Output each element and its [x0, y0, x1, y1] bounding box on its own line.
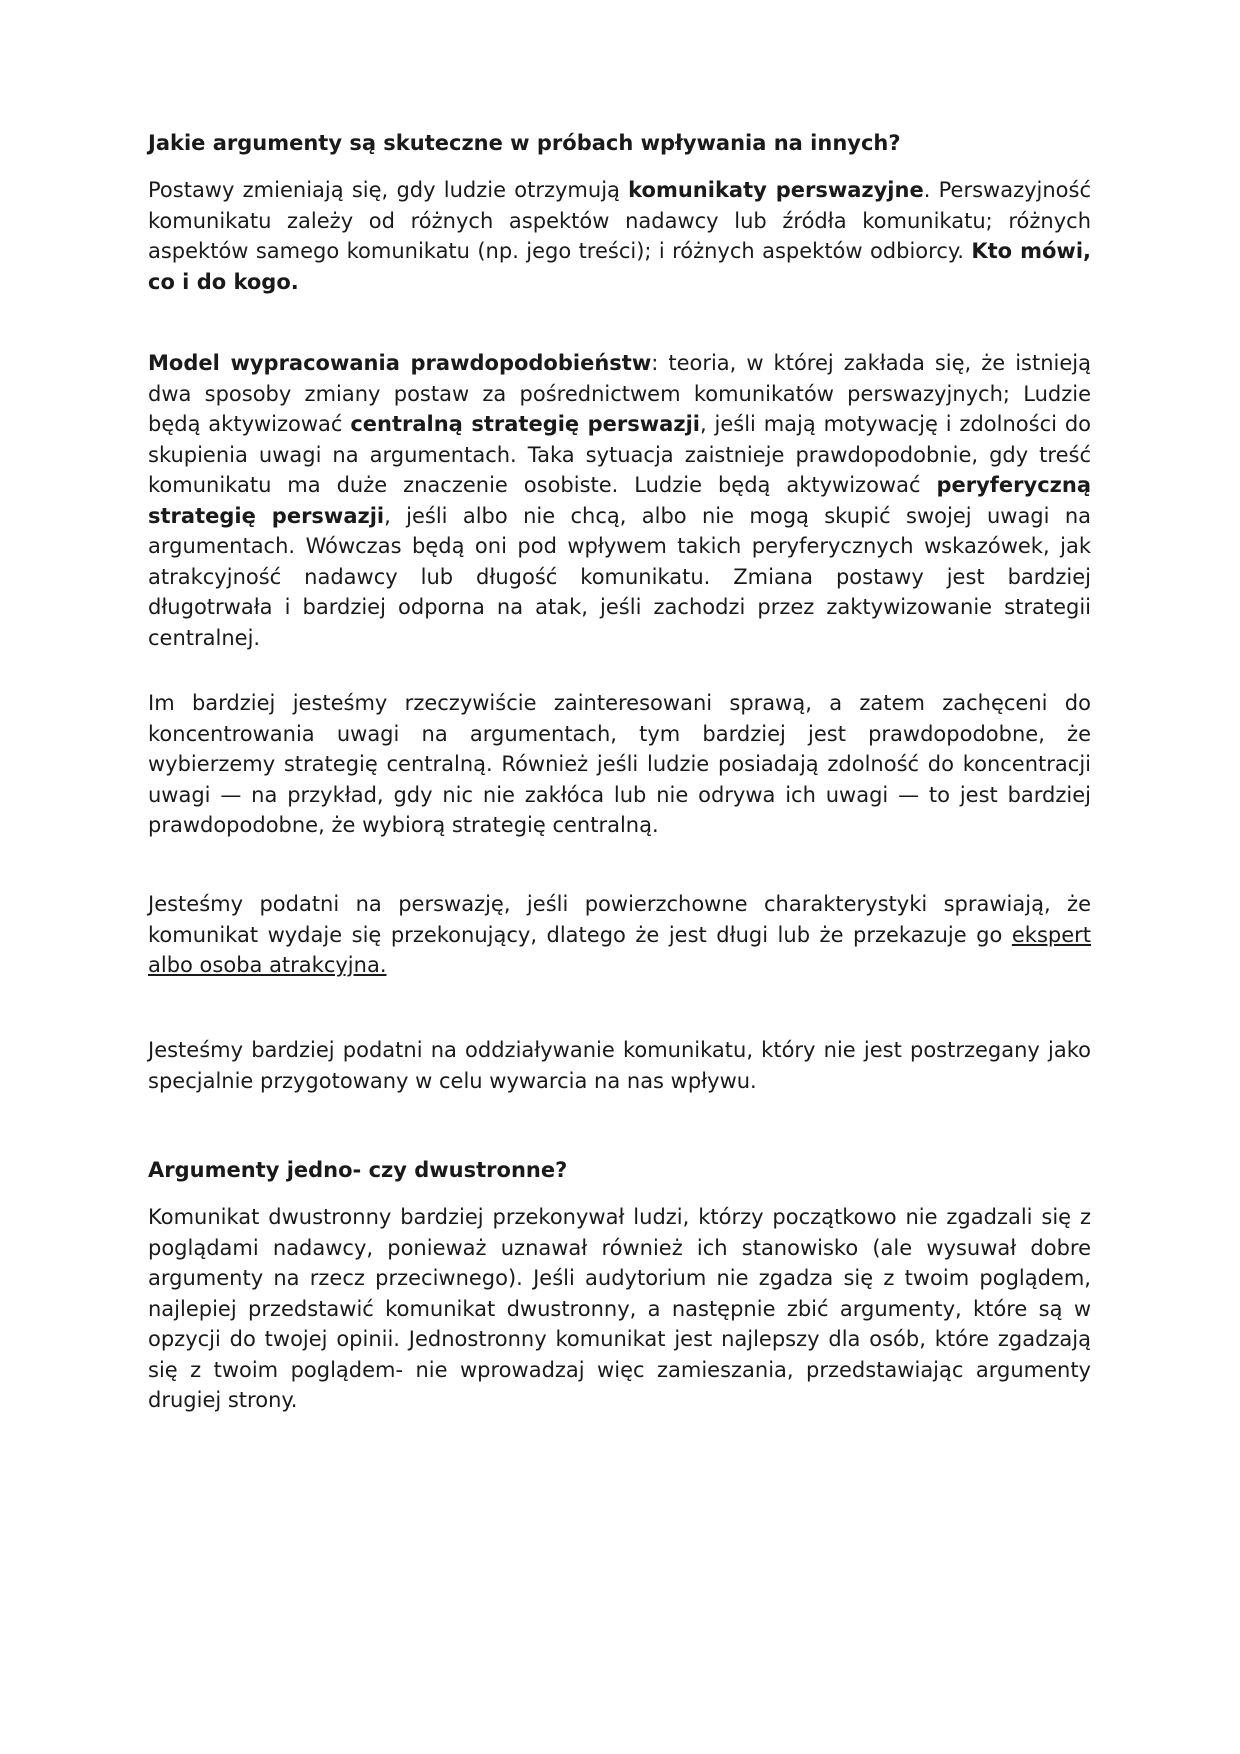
- bold-phrase: Kto mówi, co i do kogo.: [148, 239, 1092, 294]
- paragraph-elaboration-model: [148, 348, 1091, 653]
- text-run: : teoria, w której zakłada się, że istnieją dwa sposoby zmiany postaw za pośrednictwem komunikatów perswazyjnych; Ludzie będą aktywizować: [148, 351, 1091, 436]
- text-run: Postawy zmieniają się, gdy ludzie otrzymują: [148, 178, 629, 202]
- paragraph-not-intended: Jesteśmy bardziej podatni na oddziaływanie komunikatu, który nie jest postrzegany jako specjalnie przygotowany w celu wywarcia na nas wpływu.: [148, 1038, 1091, 1093]
- underlined-phrase: ekspert albo osoba atrakcyjna.: [148, 922, 1091, 977]
- text-run: Jesteśmy podatni na perswazję, jeśli powierzchowne charakterystyki sprawiają, że komunikat wydaje się przekonujący, dlatego że jest długi lub że przekazuje go: [148, 892, 1091, 947]
- text-run: . Perswazyjność komunikatu zależy od różnych aspektów nadawcy lub źródła komunikatu; różnych aspektów samego komunikatu (np. jego treści); i różnych aspektów odbiorcy.: [148, 178, 1091, 263]
- bold-term: komunikaty perswazyjne: [628, 178, 924, 202]
- section-heading-arguments: Jakie argumenty są skuteczne w próbach wpływania na innych?: [148, 131, 901, 155]
- bold-term: centralną strategię perswazji: [350, 412, 700, 436]
- paragraph-persuasive-messages: [148, 175, 1091, 297]
- paragraph-central-strategy: Im bardziej jesteśmy rzeczywiście zainteresowani sprawą, a zatem zachęceni do koncentrowania uwagi na argumentach, tym bardziej jest prawdopodobne, że wybierzemy strategię centralną. Również jeśli ludzie posiadają zdolność do koncentracji uwagi — na przykład, gdy nic nie zakłóca lub nie odrywa ich uwagi — to jest bardziej prawdopodobne, że wybiorą strategię centralną.: [148, 691, 1091, 837]
- text-run: , jeśli albo nie chcą, albo nie mogą skupić swojej uwagi na argumentach. Wówczas będą oni pod wpływem takich peryferycznych wskazówek, jak atrakcyjność nadawcy lub długość komunikatu. Zmiana postawy jest bardziej długotrwała i bardziej odporna na atak, jeśli zachodzi przez zaktywizowanie strategii centralnej.: [148, 503, 1091, 650]
- bold-term: peryferyczną strategię perswazji: [148, 473, 1091, 528]
- paragraph-peripheral-cues: [148, 889, 1091, 981]
- paragraph-two-sided-message: Komunikat dwustronny bardziej przekonywał ludzi, którzy początkowo nie zgadzali się z poglądami nadawcy, ponieważ uznawał również ich stanowisko (ale wysuwał dobre argumenty na rzecz przeciwnego). Jeśli audytorium nie zgadza się z twoim poglądem, najlepiej przedstawić komunikat dwustronny, a następnie zbić argumenty, które są w opzycji do twojej opinii. Jednostronny komunikat jest najlepszy dla osób, które zgadzają się z twoim poglądem- nie wprowadzaj więc zamieszania, przedstawiając argumenty drugiej strony.: [148, 1205, 1091, 1412]
- section-heading-one-two-sided: Argumenty jedno- czy dwustronne?: [148, 1158, 568, 1182]
- bold-term: Model wypracowania prawdopodobieństw: [148, 351, 652, 375]
- text-run: , jeśli mają motywację i zdolności do skupienia uwagi na argumentach. Taka sytuacja zaistnieje prawdopodobnie, gdy treść komunikatu ma duże znaczenie osobiste. Ludzie będą aktywizować: [148, 412, 1092, 497]
